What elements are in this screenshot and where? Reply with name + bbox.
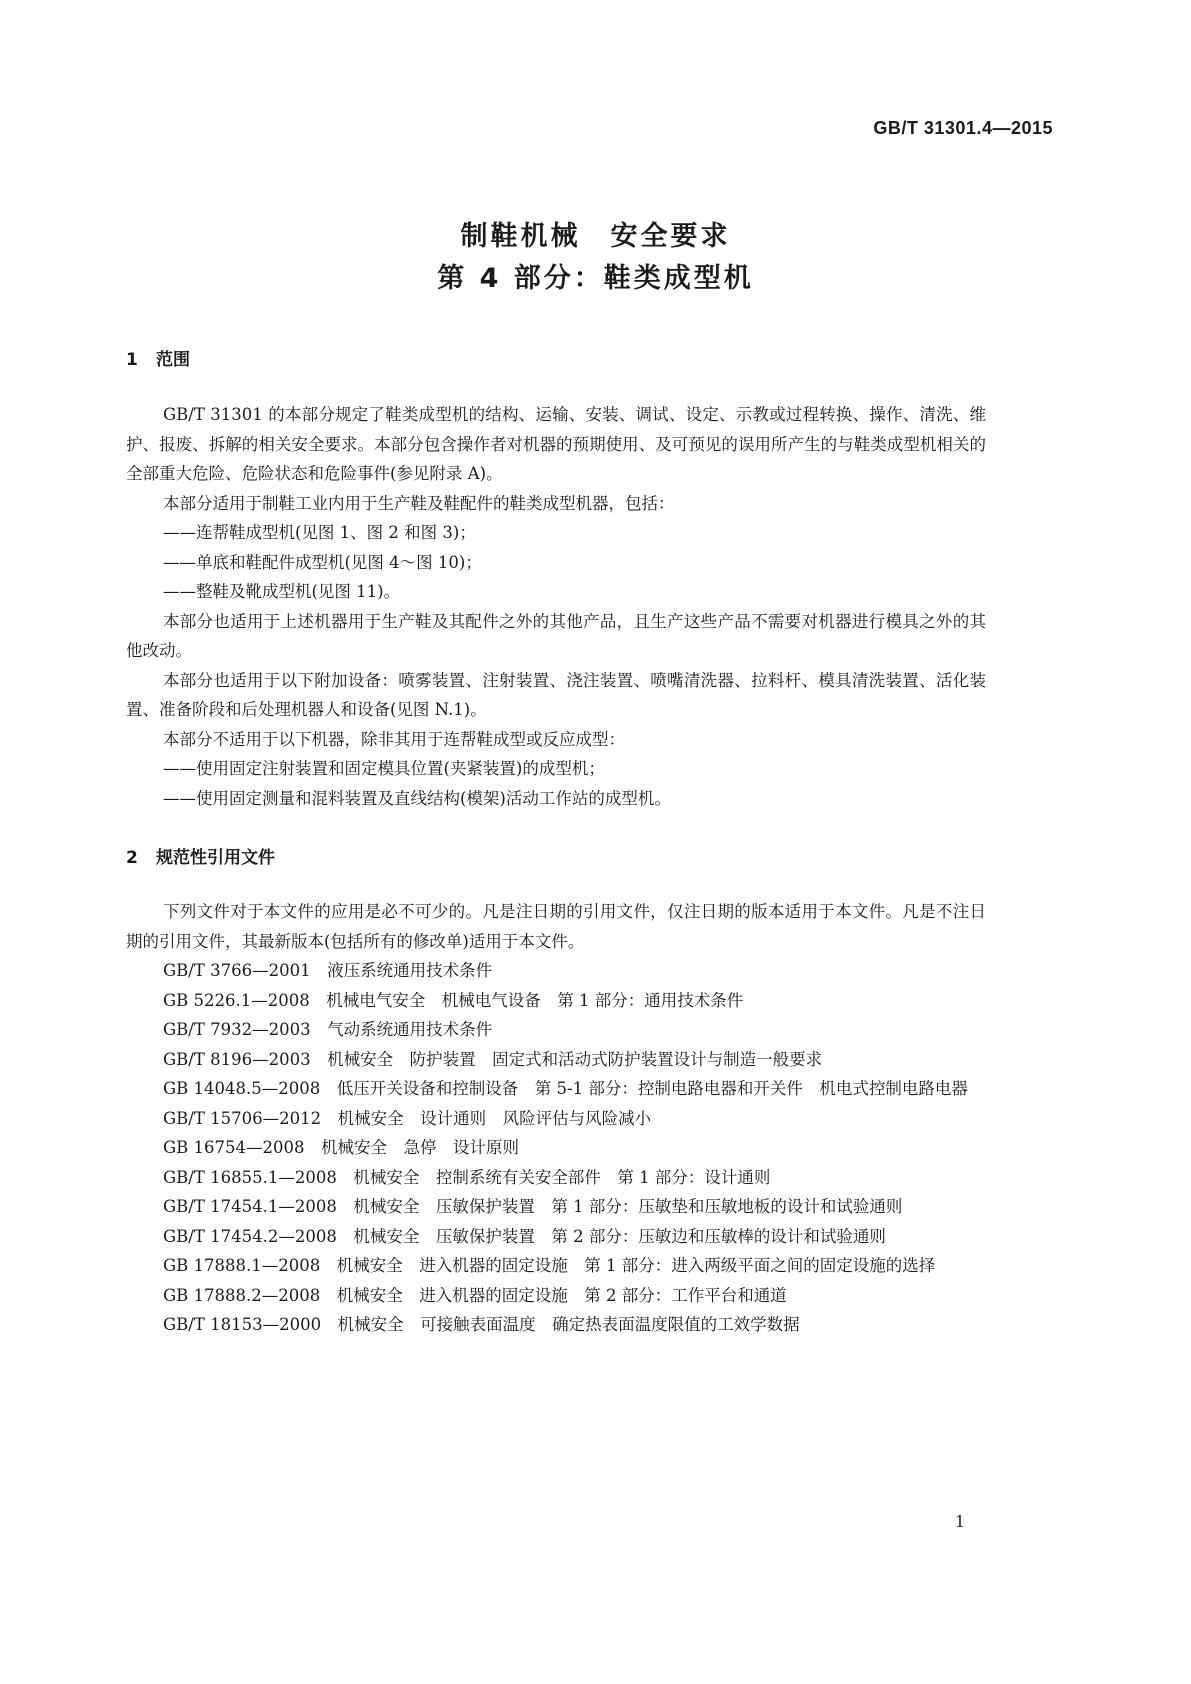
reference-item: GB 14048.5—2008 低压开关设备和控制设备 第 5-1 部分：控制电路电器和开关件 机电式控制电路电器 [163, 1079, 968, 1098]
reference-item: GB/T 18153—2000 机械安全 可接触表面温度 确定热表面温度限值的工效学数据 [163, 1315, 800, 1334]
document-title-line1: 制鞋机械 安全要求 [460, 221, 731, 252]
paragraph: GB/T 31301 的本部分规定了鞋类成型机的结构、运输、安装、调试、设定、示教或过程转换、操作、清洗、维护、报废、拆解的相关安全要求。本部分包含操作者对机器的预期使用、及可预见的误用所产生的与鞋类成型机相关的全部重大危险、危险状态和危险事件(参见附录 A)。 [126, 405, 986, 483]
document-title-line2: 第 4 部分：鞋类成型机 [437, 263, 754, 294]
reference-item: GB/T 7932—2003 气动系统通用技术条件 [163, 1020, 493, 1039]
reference-item: GB/T 17454.1—2008 机械安全 压敏保护装置 第 1 部分：压敏垫和压敏地板的设计和试验通则 [163, 1197, 903, 1216]
list-item: ——使用固定注射装置和固定模具位置(夹紧装置)的成型机； [163, 759, 605, 778]
reference-item: GB/T 16855.1—2008 机械安全 控制系统有关安全部件 第 1 部分：设计通则 [163, 1167, 771, 1187]
reference-item: GB 16754—2008 机械安全 急停 设计原则 [163, 1138, 520, 1157]
list-item: ——连帮鞋成型机(见图 1、图 2 和图 3)； [163, 523, 476, 542]
section-2-body [126, 897, 986, 1340]
reference-item: GB 17888.1—2008 机械安全 进入机器的固定设施 第 1 部分：进入两级平面之间的固定设施的选择 [163, 1256, 936, 1275]
list-item: ——单底和鞋配件成型机(见图 4～图 10)； [163, 552, 482, 572]
reference-item: GB 5226.1—2008 机械电气安全 机械电气设备 第 1 部分：通用技术条件 [163, 990, 744, 1010]
paragraph: 本部分不适用于以下机器，除非其用于连帮鞋成型或反应成型： [163, 729, 625, 749]
section-number: 1 [126, 350, 138, 370]
paragraph: 本部分也适用于以下附加设备：喷雾装置、注射装置、浇注装置、喷嘴清洗器、拉料杆、模具清洗装置、活化装置、准备阶段和后处理机器人和设备(见图 N.1)。 [126, 670, 986, 719]
paragraph: 本部分也适用于上述机器用于生产鞋及其配件之外的其他产品，且生产这些产品不需要对机器进行模具之外的其他改动。 [126, 611, 986, 660]
standard-code: GB/T 31301.4—2015 [873, 118, 1053, 138]
list-item: ——使用固定测量和混料装置及直线结构(模架)活动工作站的成型机。 [163, 788, 671, 808]
paragraph: 本部分适用于制鞋工业内用于生产鞋及鞋配件的鞋类成型机器，包括： [163, 493, 675, 513]
reference-item: GB/T 15706—2012 机械安全 设计通则 风险评估与风险减小 [163, 1108, 652, 1128]
section-1-body [126, 400, 986, 813]
section-title: 范围 [156, 350, 190, 370]
list-item: ——整鞋及靴成型机(见图 11)。 [163, 582, 401, 601]
section-title: 规范性引用文件 [156, 848, 275, 868]
paragraph: 下列文件对于本文件的应用是必不可少的。凡是注日期的引用文件，仅注日期的版本适用于本文件。凡是不注日期的引用文件，其最新版本(包括所有的修改单)适用于本文件。 [126, 902, 986, 951]
page-number: 1 [954, 1512, 965, 1531]
section-number: 2 [126, 848, 138, 868]
reference-item: GB/T 17454.2—2008 机械安全 压敏保护装置 第 2 部分：压敏边和压敏棒的设计和试验通则 [163, 1226, 886, 1246]
reference-item: GB/T 3766—2001 液压系统通用技术条件 [163, 961, 493, 980]
section-2-heading [126, 843, 275, 868]
reference-item: GB 17888.2—2008 机械安全 进入机器的固定设施 第 2 部分：工作平台和通道 [163, 1285, 787, 1305]
reference-item: GB/T 8196—2003 机械安全 防护装置 固定式和活动式防护装置设计与制造一般要求 [163, 1049, 823, 1069]
section-1-heading [126, 345, 190, 370]
